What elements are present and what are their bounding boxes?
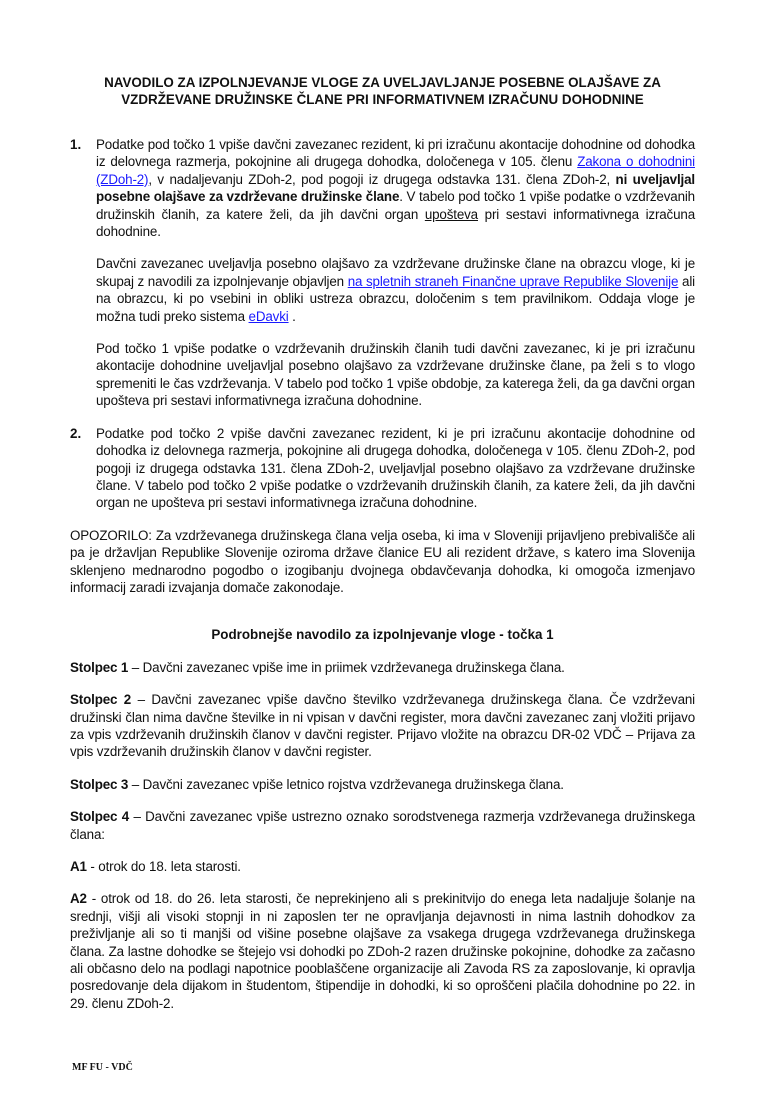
- code-label: A2: [70, 891, 87, 907]
- item-1: [70, 136, 695, 410]
- text: Davčni zavezanec uveljavlja posebno olajšavo za vzdrževane družinske člane na obrazcu vloge, ki je skupaj z navodili za izpolnjevanje objavljen: [96, 256, 695, 289]
- text: , v nadaljevanju ZDoh-2, pod pogoji iz drugega odstavka 131. člena ZDoh-2,: [148, 171, 616, 187]
- item-1-body: [96, 136, 695, 410]
- text: pri sestavi informativnega izračuna dohodnine.: [96, 206, 695, 240]
- title-line-2: VZDRŽEVANE DRUŽINSKE ČLANE PRI INFORMATIVNEM IZRAČUNU DOHODNINE: [121, 92, 644, 107]
- text: - otrok od 18. do 26. leta starosti, če neprekinjeno ali s prekinitvijo do enega leta nadaljuje šolanje na srednji, višji ali visoki stopnji in ni zaposlen ter ne opravljanja dejavnosti in nima lastnih dohodkov za preživljanje ali so ti manjši od višine posebne olajšave za vsakega drugega vzdrževanega družinskega člana. Za lastne dohodke se štejejo vsi dohodki po ZDoh-2 razen družinske pokojnine, dohodke za začasno ali občasno delo na podlagi napotnice pooblaščene organizacije ali Zavoda RS za zaposlovanje, ki opravlja posredovanje dela dijakom in študentom, štipendije in dohodki, ki so oproščeni plačila dohodnine po 22. in 29. členu ZDoh-2.: [70, 891, 695, 1011]
- text: - otrok do 18. leta starosti.: [86, 859, 241, 874]
- text: ali na obrazcu, ki po vsebini in obliki ustreza obrazcu, določenim s tem pravilnikom. Oddaja vloge je možna tudi preko sistema: [96, 273, 695, 324]
- column-label: Stolpec 2: [70, 692, 132, 708]
- zdoh-2-link[interactable]: (ZDoh-2): [96, 171, 149, 187]
- column-label: Stolpec 1: [70, 659, 129, 675]
- text: – Davčni zavezanec vpiše ustrezno oznako sorodstvenega razmerja vzdrževanega družinskega člana:: [70, 809, 695, 842]
- section-heading: Podrobnejše navodilo za izpolnjevanje vloge - točka 1: [211, 627, 554, 643]
- column-label: Stolpec 3: [70, 776, 129, 792]
- item-2-body: [96, 425, 695, 512]
- text: Podatke pod točko 1 vpiše davčni zavezanec rezident, ki pri izračunu akontacije dohodnine od dohodka iz delovnega razmerja, pokojnine ali drugega dohodka, določenega v 105. členu: [96, 137, 695, 170]
- column-1-description: [70, 659, 695, 676]
- text: – Davčni zavezanec vpiše davčno številko vzdrževanega družinskega člana. Če vzdrževani družinski član nima davčne številke in ni vpisan v davčni register, mora davčni zavezanec zanj vložiti prijavo za vpis vzdrževanih družinskih članov v davčni register. Prijavo vložite na obrazcu DR-02 VDČ – Prijava za vpis vzdrževanih družinskih članov v davčni register.: [70, 692, 695, 760]
- item-2-number: 2.: [70, 425, 82, 441]
- column-label: Stolpec 4: [70, 809, 130, 825]
- item-1-paragraph: [96, 136, 695, 240]
- title-line-1: NAVODILO ZA IZPOLNJEVANJE VLOGE ZA UVELJAVLJANJE POSEBNE OLAJŠAVE ZA: [104, 75, 661, 90]
- text: – Davčni zavezanec vpiše letnico rojstva vzdrževanega družinskega člana.: [128, 776, 564, 792]
- item-2: [70, 425, 695, 512]
- code-a1: [70, 858, 695, 875]
- item-2-paragraph: Podatke pod točko 2 vpiše davčni zavezanec rezident, ki je pri izračunu akontacije dohodnine od dohodka iz delovnega razmerja, pokojnine ali drugega dohodka, določenega v 105. členu ZDoh-2, pod pogoji iz drugega odstavka 131. člena ZDoh-2, uveljavljal posebno olajšavo za vzdrževane družinske člane. V tabelo pod točko 2 vpiše podatke o vzdrževanih družinskih članih, za katere želi, da jih davčni organ ne upošteva pri sestavi informativnega izračuna dohodnine.: [96, 425, 695, 511]
- item-1-paragraph-2: [96, 255, 695, 325]
- item-1-number: 1.: [70, 137, 82, 152]
- code-a2: [70, 890, 695, 1012]
- text: – Davčni zavezanec vpiše ime in priimek vzdrževanega družinskega člana.: [128, 659, 565, 675]
- warning-paragraph: OPOZORILO: Za vzdrževanega družinskega člana velja oseba, ki ima v Sloveniji prijavljeno prebivališče ali pa je državljan Republike Slovenije oziroma države članice EU ali rezident države, s katero ima Slovenija sklenjeno mednarodno pogodbo o izogibanju dvojnega obdavčevanja dohodka, ki omogoča izmenjavo informacij zaradi izvajanja domače zakonodaje.: [70, 527, 695, 595]
- column-2-description: [70, 691, 695, 761]
- item-1-paragraph-3: Pod točko 1 vpiše podatke o vzdrževanih družinskih članih tudi davčni zavezanec, ki je pri izračunu akontacije dohodnine uveljavljal posebno olajšavo za vzdrževane družinske člane, pa želi s to vlogo spremeniti le čas vzdrževanja. V tabelo pod točko 1 vpiše obdobje, za katerega želi, da ga davčni organ upošteva pri sestavi informativnega izračuna dohodnine.: [96, 341, 695, 409]
- edavki-link[interactable]: eDavki: [248, 308, 289, 324]
- underlined-text: upošteva: [424, 206, 478, 222]
- text: .: [288, 308, 296, 324]
- column-4-description: [70, 808, 695, 843]
- document-title: [60, 74, 705, 108]
- text: . V tabelo pod točko 1 vpiše podatke o vzdrževanih družinskih članih, za katere želi, da jih davčni organ: [96, 189, 695, 222]
- footer-code: MF FU - VDČ: [72, 1062, 133, 1074]
- bold-text: ni uveljavljal posebne olajšave za vzdrževane družinske člane: [96, 171, 695, 205]
- code-label: A1: [70, 859, 87, 874]
- column-3-description: [70, 776, 695, 793]
- zakon-o-dohodnini-link[interactable]: Zakona o dohodnini: [577, 154, 695, 170]
- fu-website-link[interactable]: na spletnih straneh Finančne uprave Republike Slovenije: [347, 273, 679, 289]
